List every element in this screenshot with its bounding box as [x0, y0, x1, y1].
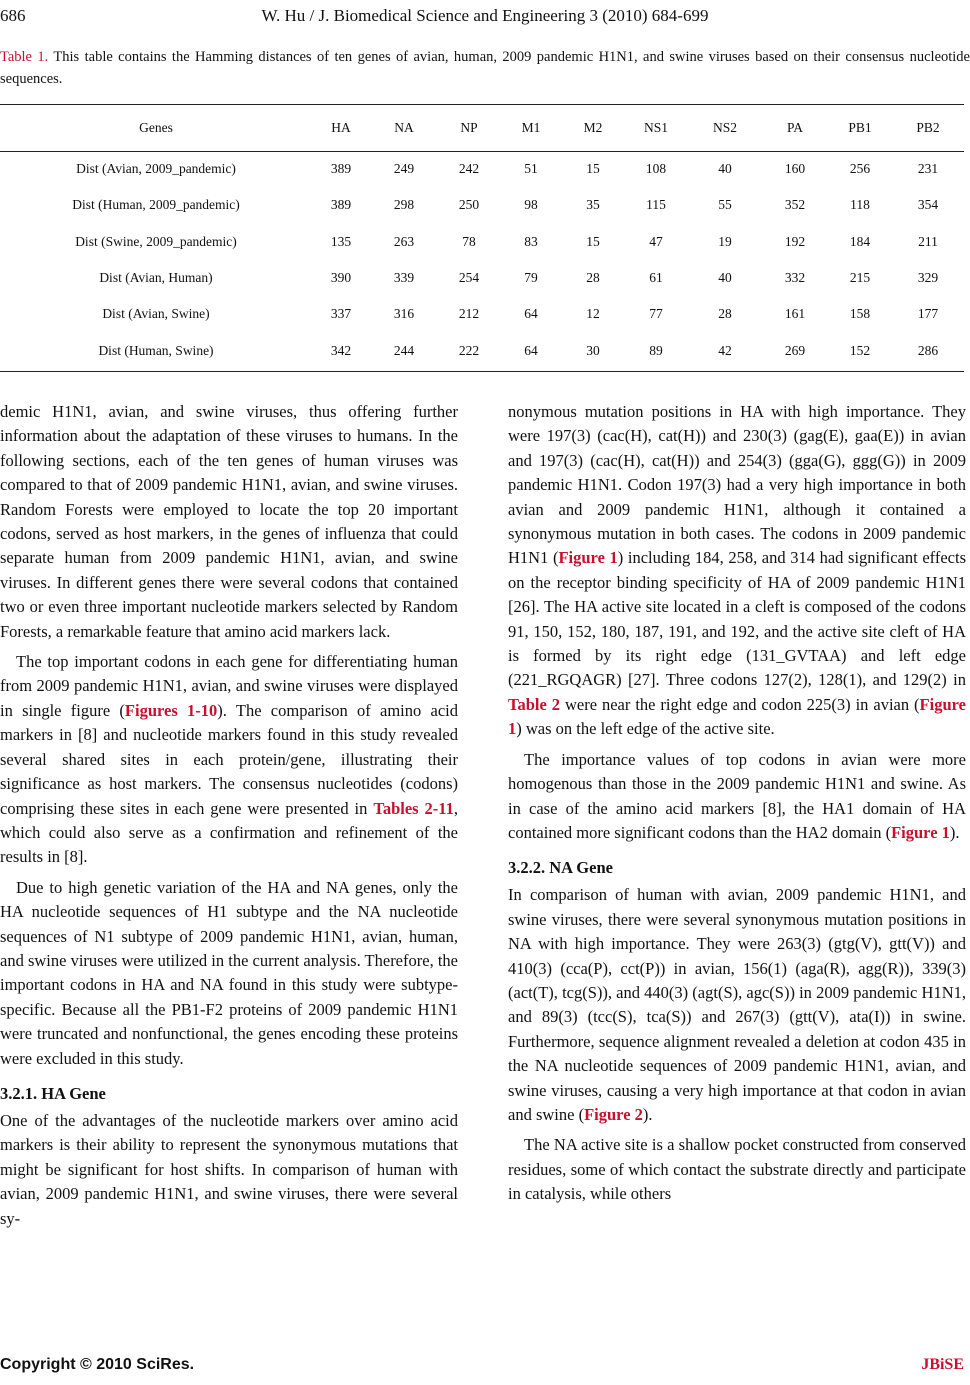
column-header: PA	[786, 119, 804, 135]
table-cell: 40	[718, 270, 732, 286]
table-cell: 337	[330, 306, 352, 322]
table-header-row	[0, 104, 964, 151]
table-cell: 242	[458, 161, 480, 177]
table-cell: 108	[645, 161, 667, 177]
page-header	[0, 6, 970, 30]
table-cell: 298	[393, 197, 415, 213]
text-run: were near the right edge and codon 225(3) in avian (	[560, 694, 920, 714]
table-cell: 263	[393, 233, 415, 249]
figures-link[interactable]: Figures 1-10	[124, 700, 218, 720]
table-row	[0, 296, 964, 332]
right-column	[508, 400, 966, 1207]
table-cell: 77	[649, 306, 663, 322]
section-heading-ha-gene: 3.2.1. HA Gene	[0, 1083, 106, 1103]
table-cell: 12	[586, 306, 600, 322]
figure-link[interactable]: Figure 2	[584, 1104, 643, 1124]
left-column	[0, 400, 458, 1231]
table-cell: 28	[718, 306, 732, 322]
table-cell: 89	[649, 342, 663, 358]
table-cell: 211	[918, 233, 938, 249]
table-caption	[0, 46, 970, 90]
table-cell: 342	[330, 342, 352, 358]
page-number: 686	[0, 6, 26, 25]
table-cell: 40	[718, 161, 732, 177]
table-cell: 184	[849, 233, 871, 249]
row-label: Dist (Avian, Human)	[99, 270, 213, 286]
table-cell: 61	[649, 270, 663, 286]
table-cell: 135	[330, 233, 352, 249]
column-header: HA	[331, 119, 351, 135]
text-run: ).	[642, 1104, 653, 1124]
table-cell: 250	[458, 197, 480, 213]
journal-abbrev: JBiSE	[921, 1356, 964, 1373]
table-cell: 64	[524, 342, 538, 358]
table-cell: 98	[524, 197, 538, 213]
table-cell: 158	[849, 306, 871, 322]
paragraph	[0, 650, 458, 870]
text-run: , which could also serve as a confirmation and refinement of the results in [8].	[0, 798, 458, 867]
table-cell: 254	[458, 270, 480, 286]
table-cell: 15	[586, 161, 600, 177]
table-cell: 231	[917, 161, 939, 177]
table-cell: 269	[784, 342, 806, 358]
column-header: M2	[583, 119, 603, 135]
tables-link[interactable]: Tables 2-11	[373, 798, 454, 818]
text-run: In comparison of human with avian, 2009 pandemic H1N1, and swine viruses, there were several synonymous mutation positions in NA with high importance. They were 263(3) (gtg(V), gtt(V)) and 410(3) (cca(P), cct(P)) in avian, 156(1) (aga(R), agg(R)), 339(3) (act(T), tcg(S)), and 440(3) (agt(S), agc(S)) in 2009 pandemic H1N1, and 89(3) (tcc(S), tca(S)) and 267(3) (gtt(V), ata(I)) in swine. Furthermore, sequence alignment revealed a deletion at codon 435 in the NA nucleotide sequences of 2009 pandemic H1N1, avian, and swine viruses, causing a very high importance at that codon in avian and swine (	[508, 885, 966, 1124]
table-cell: 15	[586, 233, 600, 249]
column-header: NP	[460, 119, 478, 135]
table-link[interactable]: Table 2	[508, 694, 561, 714]
paragraph	[508, 748, 966, 846]
column-header: Genes	[139, 119, 173, 135]
table-cell: 35	[586, 197, 600, 213]
column-header: NS2	[712, 119, 737, 135]
row-label: Dist (Human, 2009_pandemic)	[72, 197, 240, 213]
table-caption-label: Table 1.	[0, 49, 49, 65]
table-cell: 79	[524, 270, 538, 286]
figure-link[interactable]: Figure 1	[508, 694, 966, 739]
table-cell: 177	[917, 306, 939, 322]
table-cell: 354	[917, 197, 939, 213]
table-row	[0, 187, 964, 223]
table-cell: 30	[586, 342, 600, 358]
table-cell: 152	[849, 342, 871, 358]
distance-table-body	[0, 151, 964, 369]
table-cell: 249	[393, 161, 415, 177]
table-row	[0, 151, 964, 187]
table-cell: 390	[330, 270, 352, 286]
text-run: ).	[949, 822, 960, 842]
paragraph	[508, 883, 966, 1127]
column-header: PB1	[848, 119, 872, 135]
table-cell: 78	[462, 233, 476, 249]
page-footer	[0, 1356, 970, 1378]
table-row	[0, 260, 964, 296]
paragraph: Due to high genetic variation of the HA and NA genes, only the HA nucleotide sequences of H1 subtype and the NA nucleotide sequences of N1 subtype of 2009 pandemic H1N1, avian, human, and swine viruses were utilized in the current analysis. Therefore, the important codons in HA and NA found in this study were subtype-specific. Because all the PB1-F2 proteins of 2009 pandemic H1N1 were truncated and nonfunctional, the genes encoding these proteins were excluded in this study.	[0, 877, 458, 1068]
column-header: NA	[394, 119, 414, 135]
table-cell: 212	[458, 306, 480, 322]
table-cell: 339	[393, 270, 415, 286]
column-header: NS1	[643, 119, 668, 135]
paragraph	[508, 400, 966, 742]
running-title: W. Hu / J. Biomedical Science and Engineering 3 (2010) 684-699	[261, 6, 709, 25]
table-cell: 316	[393, 306, 415, 322]
paragraph: One of the advantages of the nucleotide markers over amino acid markers is their ability to represent the synonymous mutations that might be significant for host shifts. In comparison of human with avian, 2009 pandemic H1N1, and swine viruses, there were several sy-	[0, 1110, 458, 1228]
table-cell: 161	[784, 306, 806, 322]
table-row	[0, 224, 964, 260]
section-heading-na-gene: 3.2.2. NA Gene	[508, 858, 613, 878]
table-cell: 115	[646, 197, 666, 213]
table-cell: 51	[524, 161, 538, 177]
table-cell: 256	[849, 161, 871, 177]
paragraph: The NA active site is a shallow pocket constructed from conserved residues, some of which contact the substrate directly and participate in catalysis, while others	[508, 1135, 966, 1204]
table-caption-text: This table contains the Hamming distances of ten genes of avian, human, 2009 pandemic H1N1, and swine viruses based on their consensus nucleotide sequences.	[0, 49, 970, 87]
table-cell: 64	[524, 306, 538, 322]
table-cell: 19	[718, 233, 732, 249]
table-cell: 329	[917, 270, 939, 286]
row-label: Dist (Avian, Swine)	[102, 306, 210, 322]
table-row	[0, 332, 964, 368]
table-cell: 352	[784, 197, 806, 213]
column-header: PB2	[916, 119, 940, 135]
row-label: Dist (Swine, 2009_pandemic)	[75, 233, 237, 249]
table-bottom-rule	[0, 371, 964, 372]
table-cell: 389	[330, 197, 352, 213]
distance-table-header	[0, 104, 964, 151]
copyright: Copyright © 2010 SciRes.	[0, 1356, 195, 1373]
table-cell: 244	[393, 342, 415, 358]
text-run: nonymous mutation positions in HA with high importance. They were 197(3) (cac(H), cat(H)) and 230(3) (gag(E), gaa(E)) in avian and 197(3) (cac(H), cat(H)) and 254(3) (gga(G), ggg(G)) in 2009 pandemic H1N1. Codon 197(3) had a very high importance in both avian and 2009 pandemic H1N1, although it contained a synonymous mutation in both cases. The codons in 2009 pandemic H1N1 (	[508, 402, 966, 568]
row-label: Dist (Human, Swine)	[98, 342, 214, 358]
figure-link[interactable]: Figure 1	[558, 548, 618, 568]
column-header: M1	[521, 119, 541, 135]
text-run: The top important codons in each gene for differentiating human from 2009 pandemic H1N1, avian, and swine viruses were displayed in single figure (	[0, 652, 458, 720]
table-cell: 192	[784, 233, 806, 249]
table-cell: 42	[718, 342, 732, 358]
figure-link[interactable]: Figure 1	[891, 822, 950, 842]
paragraph: demic H1N1, avian, and swine viruses, thus offering further information about the adaptation of these viruses to humans. In the following sections, each of the ten genes of human viruses was compared to that of 2009 pandemic H1N1, avian, and swine viruses. Random Forests were employed to locate the top 20 important codons, served as host markers, in the genes of influenza that could separate human from 2009 pandemic H1N1, avian, and swine viruses. In different genes there were several codons that contained two or even three important nucleotide markers selected by Random Forests, a remarkable feature that amino acid markers lack.	[0, 402, 458, 641]
table-cell: 160	[784, 161, 806, 177]
text-run: ) including 184, 258, and 314 had significant effects on the receptor binding specificity of HA of 2009 pandemic H1N1 [26]. The HA active site located in a cleft is composed of the codons 91, 150, 152, 180, 187, 191, and 192, and the active site cleft of HA is formed by its right edge (131_GVTAA) and left edge (221_RGQAGR) [27]. Three codons 127(2), 128(1), and 129(2) in	[508, 548, 966, 690]
table-cell: 55	[718, 197, 732, 213]
row-label: Dist (Avian, 2009_pandemic)	[76, 161, 236, 177]
text-run: ) was on the left edge of the active site.	[516, 719, 775, 739]
table-cell: 222	[458, 342, 480, 358]
table-cell: 389	[330, 161, 352, 177]
table-cell: 47	[649, 233, 663, 249]
table-cell: 83	[524, 233, 538, 249]
table-cell: 28	[586, 270, 600, 286]
table-cell: 286	[917, 342, 939, 358]
table-cell: 215	[849, 270, 871, 286]
table-cell: 332	[784, 270, 806, 286]
text-run: ). The comparison of amino acid markers in [8] and nucleotide markers found in this study revealed several shared sites in each protein/gene, illustrating their significance as host markers. The consensus nucleotides (codons) comprising these sites in each gene were presented in	[0, 700, 459, 818]
text-run: The importance values of top codons in avian were more homogenous than those in the 2009 pandemic H1N1 and swine. As in case of the amino acid markers [8], the HA1 domain of HA contained more significant codons than the HA2 domain (	[508, 749, 966, 842]
table-cell: 118	[850, 197, 870, 213]
